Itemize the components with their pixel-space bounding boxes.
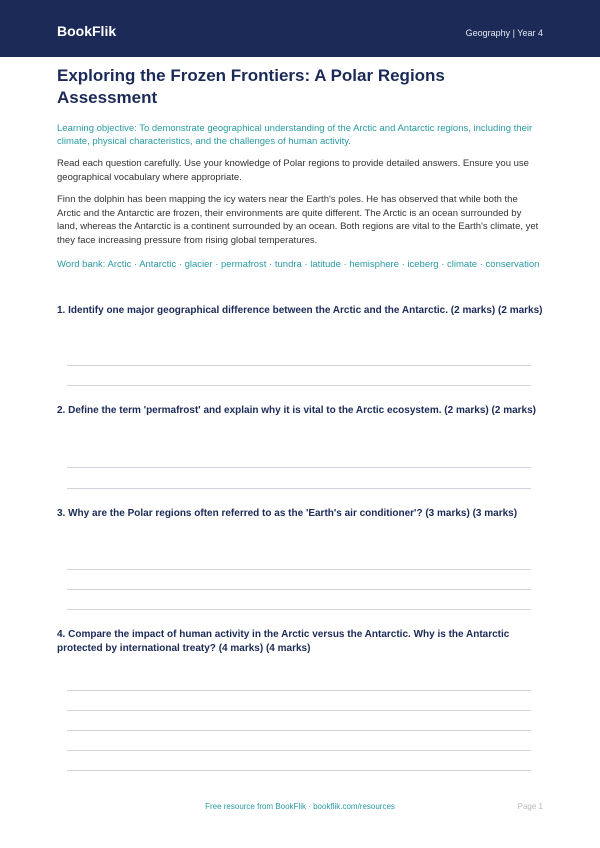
answer-line[interactable]: [67, 385, 531, 386]
question-4: 4. Compare the impact of human activity in the Arctic versus the Antarctic. Why is the Antarctic protected by international treaty? (4 marks) (4 marks): [57, 629, 510, 654]
answer-line[interactable]: [67, 569, 531, 570]
answer-line[interactable]: [67, 690, 531, 691]
page-number: Page 1: [517, 802, 543, 811]
story-text: Finn the dolphin has been mapping the icy waters near the Earth's poles. He has observed that while both the Arctic and the Antarctic are frozen, their environments are quite different. The Arctic is an ocean surrounded by land, whereas the Antarctic is a continent surrounded by an ocean. Both regions are vital to the Earth's climate, yet they face increasing pressure from rising global temperatures.: [57, 194, 539, 246]
header-bar: [0, 0, 600, 57]
answer-line[interactable]: [67, 589, 531, 590]
answer-line[interactable]: [67, 730, 531, 731]
answer-line[interactable]: [67, 750, 531, 751]
answer-line[interactable]: [67, 365, 531, 366]
question-2: 2. Define the term 'permafrost' and explain why it is vital to the Arctic ecosystem. (2 marks) (2 marks): [57, 405, 536, 416]
answer-line[interactable]: [67, 710, 531, 711]
subject-label: Geography | Year 4: [465, 28, 543, 38]
answer-line[interactable]: [67, 488, 531, 489]
page-title: Exploring the Frozen Frontiers: A Polar Regions Assessment: [57, 66, 445, 107]
footer-credit[interactable]: Free resource from BookFlik · bookflik.com/resources: [205, 802, 395, 811]
answer-line[interactable]: [67, 467, 531, 468]
question-3: 3. Why are the Polar regions often referred to as the 'Earth's air conditioner'? (3 marks) (3 marks): [57, 508, 518, 519]
answer-line[interactable]: [67, 609, 531, 610]
brand-logo[interactable]: BookFlik: [57, 23, 117, 39]
question-1: 1. Identify one major geographical difference between the Arctic and the Antarctic. (2 marks) (2 marks): [57, 305, 543, 316]
answer-line[interactable]: [67, 770, 531, 771]
word-bank: Word bank: Arctic · Antarctic · glacier · permafrost · tundra · latitude · hemisphere · iceberg · climate · conservation: [57, 259, 540, 270]
learning-objective: Learning objective: To demonstrate geographical understanding of the Arctic and Antarctic regions, including their climate, physical characteristics, and the challenges of human activity.: [57, 123, 533, 147]
instructions-text: Read each question carefully. Use your knowledge of Polar regions to provide detailed answers. Ensure you use geographical vocabulary where appropriate.: [57, 158, 529, 183]
